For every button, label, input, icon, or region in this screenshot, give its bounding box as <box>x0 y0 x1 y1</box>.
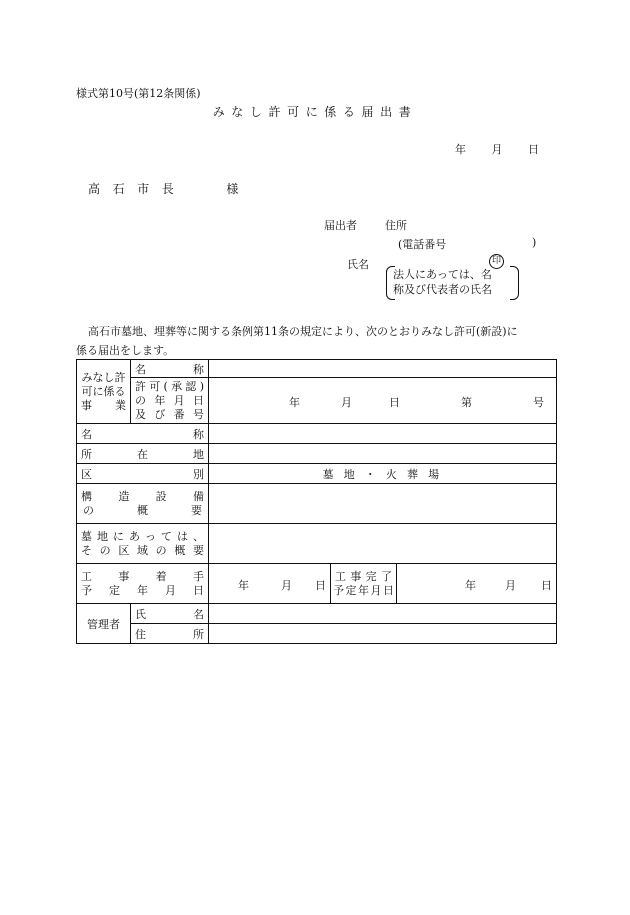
category-label: 区 別 <box>77 464 209 484</box>
corporation-note-line1: 法人にあっては、名 <box>393 268 492 281</box>
notifier-address-label: 住所 <box>385 219 407 232</box>
completion-date-field[interactable] <box>397 564 557 604</box>
cemetery-label-line1: 墓地にあっては、 <box>81 529 204 543</box>
business-label-line3: 事 業 <box>81 398 126 412</box>
business-name-field[interactable] <box>209 360 557 378</box>
addressee <box>88 180 238 197</box>
manager-name-field[interactable] <box>209 604 557 624</box>
phone-label: (電話番号 <box>398 238 447 251</box>
permit-month: 月 <box>341 395 352 409</box>
seal-icon: 印 <box>489 254 504 269</box>
category-value[interactable]: 墓 地 ・ 火 葬 場 <box>209 464 557 484</box>
start-month: 月 <box>281 578 292 592</box>
cemetery-area-field[interactable] <box>209 524 557 564</box>
form-number: 様式第10号(第12条関係) <box>76 87 201 100</box>
permit-number-prefix: 第 <box>461 395 472 409</box>
business-label-line1: みなし許 <box>81 370 126 384</box>
table-row <box>77 360 557 378</box>
phone-close: ) <box>532 236 537 249</box>
table-row <box>77 564 557 604</box>
name-field[interactable] <box>209 424 557 444</box>
permit-date-field[interactable] <box>209 378 557 424</box>
table-row <box>77 424 557 444</box>
completion-day: 日 <box>541 578 552 592</box>
manager-label: 管理者 <box>77 604 131 644</box>
permit-label-line2: の年月日 <box>135 393 204 407</box>
business-name-label: 名 称 <box>131 360 209 378</box>
completion-month: 月 <box>505 578 516 592</box>
addressee-mayor: 高石市長 <box>88 182 187 196</box>
corporation-note-line2: 称及び代表者の氏名 <box>393 283 492 296</box>
form-title: みなし許可に係る届出書 <box>212 105 418 119</box>
manager-address-field[interactable] <box>209 624 557 644</box>
location-label: 所 在 地 <box>77 444 209 464</box>
cemetery-area-label <box>77 524 209 564</box>
structure-label-line1: 構 造 設 備 <box>81 489 204 503</box>
permit-day: 日 <box>389 395 400 409</box>
start-year: 年 <box>238 578 249 592</box>
permit-label-line3: 及び番号 <box>135 407 204 421</box>
notification-table <box>76 359 557 644</box>
structure-field[interactable] <box>209 484 557 524</box>
location-field[interactable] <box>209 444 557 464</box>
structure-label-line2: の 概 要 <box>83 503 202 517</box>
table-row <box>77 464 557 484</box>
permit-label-line1: 許可(承認) <box>135 379 204 393</box>
start-label-line1: 工 事 着 手 <box>81 569 204 583</box>
table-row <box>77 378 557 424</box>
start-label-line2: 予 定 年 月 日 <box>81 583 204 597</box>
right-bracket <box>510 266 519 300</box>
start-day: 日 <box>315 578 326 592</box>
completion-date-label <box>331 564 397 604</box>
completion-label-line1: 工事完了 <box>335 569 392 583</box>
table-row <box>77 624 557 644</box>
permit-number-suffix: 号 <box>533 395 544 409</box>
structure-label <box>77 484 209 524</box>
completion-label-line2: 予定年月日 <box>333 583 394 597</box>
notifier-label: 届出者 <box>324 219 357 232</box>
business-label-line2: 可に係る <box>81 384 126 398</box>
submission-date <box>455 141 561 157</box>
cemetery-label-line2: その区域の概要 <box>81 543 204 557</box>
manager-address-label: 住 所 <box>131 624 209 644</box>
table-row <box>77 484 557 524</box>
permit-year: 年 <box>289 395 300 409</box>
table-row <box>77 604 557 624</box>
body-text <box>76 322 566 360</box>
body-line2: 係る届出をします。 <box>76 344 175 357</box>
permit-date-label <box>131 378 209 424</box>
name-label: 名 称 <box>77 424 209 444</box>
notifier-name-label: 氏名 <box>347 258 369 271</box>
start-date-field[interactable] <box>209 564 331 604</box>
start-date-label <box>77 564 209 604</box>
table-row <box>77 444 557 464</box>
date-year: 年 <box>455 143 466 156</box>
business-label <box>77 360 131 424</box>
date-month: 月 <box>491 143 503 156</box>
manager-name-label: 氏 名 <box>131 604 209 624</box>
date-day: 日 <box>528 143 539 156</box>
addressee-honorific: 様 <box>226 182 239 196</box>
body-line1: 高石市墓地、埋葬等に関する条例第11条の規定により、次のとおりみなし許可(新設)に <box>88 325 518 338</box>
table-row <box>77 524 557 564</box>
completion-year: 年 <box>465 578 476 592</box>
